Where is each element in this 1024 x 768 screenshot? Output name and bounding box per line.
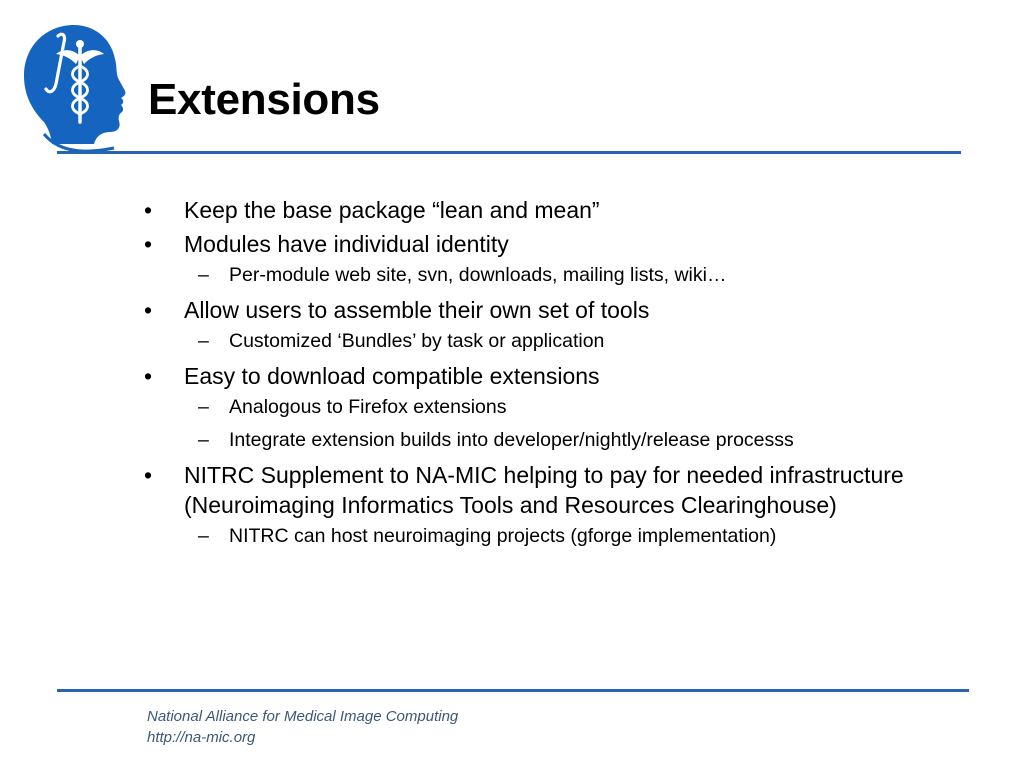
sub-bullet-list (184, 394, 920, 453)
sub-bullet-marker: – (198, 525, 209, 547)
slide-title: Extensions (148, 75, 380, 124)
title-divider (57, 151, 961, 154)
footer-url: http://na-mic.org (147, 729, 256, 746)
bullet-marker: • (144, 197, 153, 223)
bullet-list (140, 195, 920, 556)
sub-bullet-item (184, 523, 920, 549)
footer-divider (57, 689, 969, 692)
sub-bullet-item (184, 328, 920, 354)
sub-bullet-marker: – (198, 264, 209, 286)
bullet-item (140, 295, 920, 354)
bullet-root (140, 195, 920, 549)
sub-bullet-text: Integrate extension builds into developer/nightly/release processs (229, 429, 794, 451)
bullet-marker: • (144, 462, 153, 488)
sub-bullet-list (184, 262, 920, 288)
sub-bullet-text: NITRC can host neuroimaging projects (gforge implementation) (229, 525, 777, 547)
sub-bullet-list (184, 328, 920, 354)
bullet-item (140, 361, 920, 453)
footer (147, 706, 458, 748)
sub-bullet-marker: – (198, 396, 209, 418)
bullet-marker: • (144, 297, 153, 323)
bullet-text: NITRC Supplement to NA-MIC helping to pay for needed infrastructure (Neuroimaging Informatics Tools and Resources Clearinghouse) (184, 462, 904, 518)
bullet-marker: • (144, 231, 153, 257)
sub-bullet-list (184, 523, 920, 549)
sub-bullet-item (184, 262, 920, 288)
bullet-item (140, 460, 920, 549)
sub-bullet-marker: – (198, 429, 209, 451)
sub-bullet-item (184, 427, 920, 453)
sub-bullet-text: Customized ‘Bundles’ by task or application (229, 330, 605, 352)
sub-bullet-item (184, 394, 920, 420)
bullet-marker: • (144, 363, 153, 389)
bullet-item (140, 195, 920, 225)
bullet-text: Allow users to assemble their own set of tools (184, 297, 650, 323)
bullet-text: Modules have individual identity (184, 231, 509, 257)
sub-bullet-text: Analogous to Firefox extensions (229, 396, 507, 418)
bullet-text: Easy to download compatible extensions (184, 363, 600, 389)
footer-organization: National Alliance for Medical Image Computing (147, 708, 459, 725)
bullet-text: Keep the base package “lean and mean” (184, 197, 600, 223)
bullet-item (140, 229, 920, 288)
sub-bullet-text: Per-module web site, svn, downloads, mailing lists, wiki… (229, 264, 727, 286)
sub-bullet-marker: – (198, 330, 209, 352)
slicer-logo-icon (18, 22, 130, 156)
